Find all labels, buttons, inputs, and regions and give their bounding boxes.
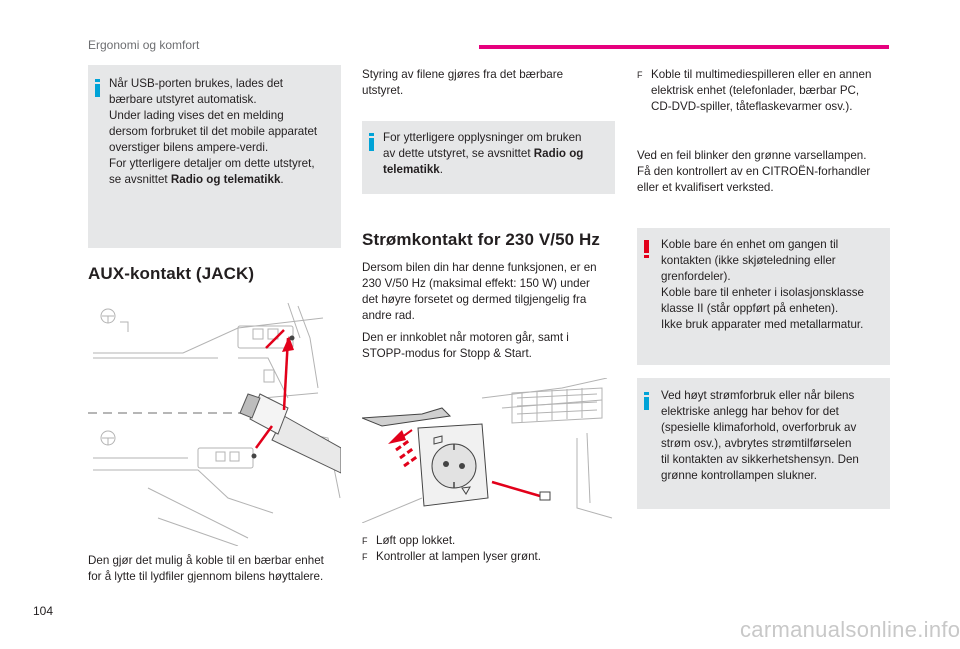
list-item: F Kontroller at lampen lyser grønt. (362, 550, 541, 563)
info-icon (95, 79, 101, 99)
socket-paragraph-1: Dersom bilen din har denne funksjonen, er en 230 V/50 Hz (maksimal effekt: 150 W) under det høyre forsetet og dermed tilgjengelig fra andre rad. (362, 261, 597, 322)
power-info-text: Ved høyt strømforbruk eller når bilens elektriske anlegg har behov for det (spesielle klimaforhold, overforbruk av strøm osv.), avbrytes strømtilførselen til kontakten av sikkerhetshensyn. Den grønne kontrollampen slukner. (661, 389, 859, 482)
aux-description: Den gjør det mulig å koble til en bærbar enhet for å lytte til lydfiler gjennom bilens høyttalere. (88, 554, 324, 583)
aux-title: AUX-kontakt (JACK) (88, 264, 255, 283)
usb-note-link: Radio og telematikk (170, 173, 281, 186)
warning-box (637, 228, 890, 365)
intro-text: Styring av filene gjøres fra det bærbare utstyret. (362, 68, 564, 97)
socket-title: Strømkontakt for 230 V/50 Hz (362, 230, 601, 249)
socket-illustration (362, 378, 615, 523)
warning-text: Koble bare én enhet om gangen til kontakten (ikke skjøteledning eller grenfordeler). Koble bare til enheter i isolasjonsklasse klasse II (står oppført på enheten). Ikke bruk apparater med metallarmatur. (661, 238, 865, 331)
socket-steps (362, 533, 612, 565)
page-number: 104 (33, 604, 54, 618)
socket-drawing (362, 378, 615, 523)
connect-step (637, 67, 890, 115)
list-item: F Koble til multimediespilleren eller en annen elektrisk enhet (telefonlader, bærbar PC, CD-DVD-spiller, tåteflaskevarmer osv.). (637, 68, 872, 113)
watermark: carmanualsonline.info (740, 617, 960, 642)
info-note-text: For ytterligere opplysninger om bruken av dette utstyret, se avsnittet Radio og telematikk. (383, 131, 584, 176)
header-accent-bar (479, 45, 889, 49)
info-icon (644, 392, 650, 412)
list-item: F Løft opp lokket. (362, 534, 456, 547)
fault-paragraph: Ved en feil blinker den grønne varsellampen. Få den kontrollert av en CITROËN-forhandler eller et kvalifisert verksted. (637, 149, 871, 194)
aux-jack-drawing (88, 298, 341, 546)
warning-icon (644, 240, 650, 260)
power-info-box (637, 378, 890, 509)
usb-note-text: Når USB-porten brukes, lades det bærbare utstyret automatisk. Under lading vises det en melding dersom forbruket til det mobile apparatet overstiger bilens ampere-verdi. For ytterligere detaljer om dette utstyret, se avsnittet Radio og telematikk. (109, 77, 318, 186)
usb-note-box (88, 65, 341, 248)
info-icon (369, 133, 375, 153)
aux-jack-illustration (88, 298, 341, 546)
info-note-box (362, 121, 615, 194)
section-header: Ergonomi og komfort (88, 38, 200, 52)
socket-paragraph-2: Den er innkoblet når motoren går, samt i STOPP-modus for Stopp & Start. (362, 331, 569, 360)
